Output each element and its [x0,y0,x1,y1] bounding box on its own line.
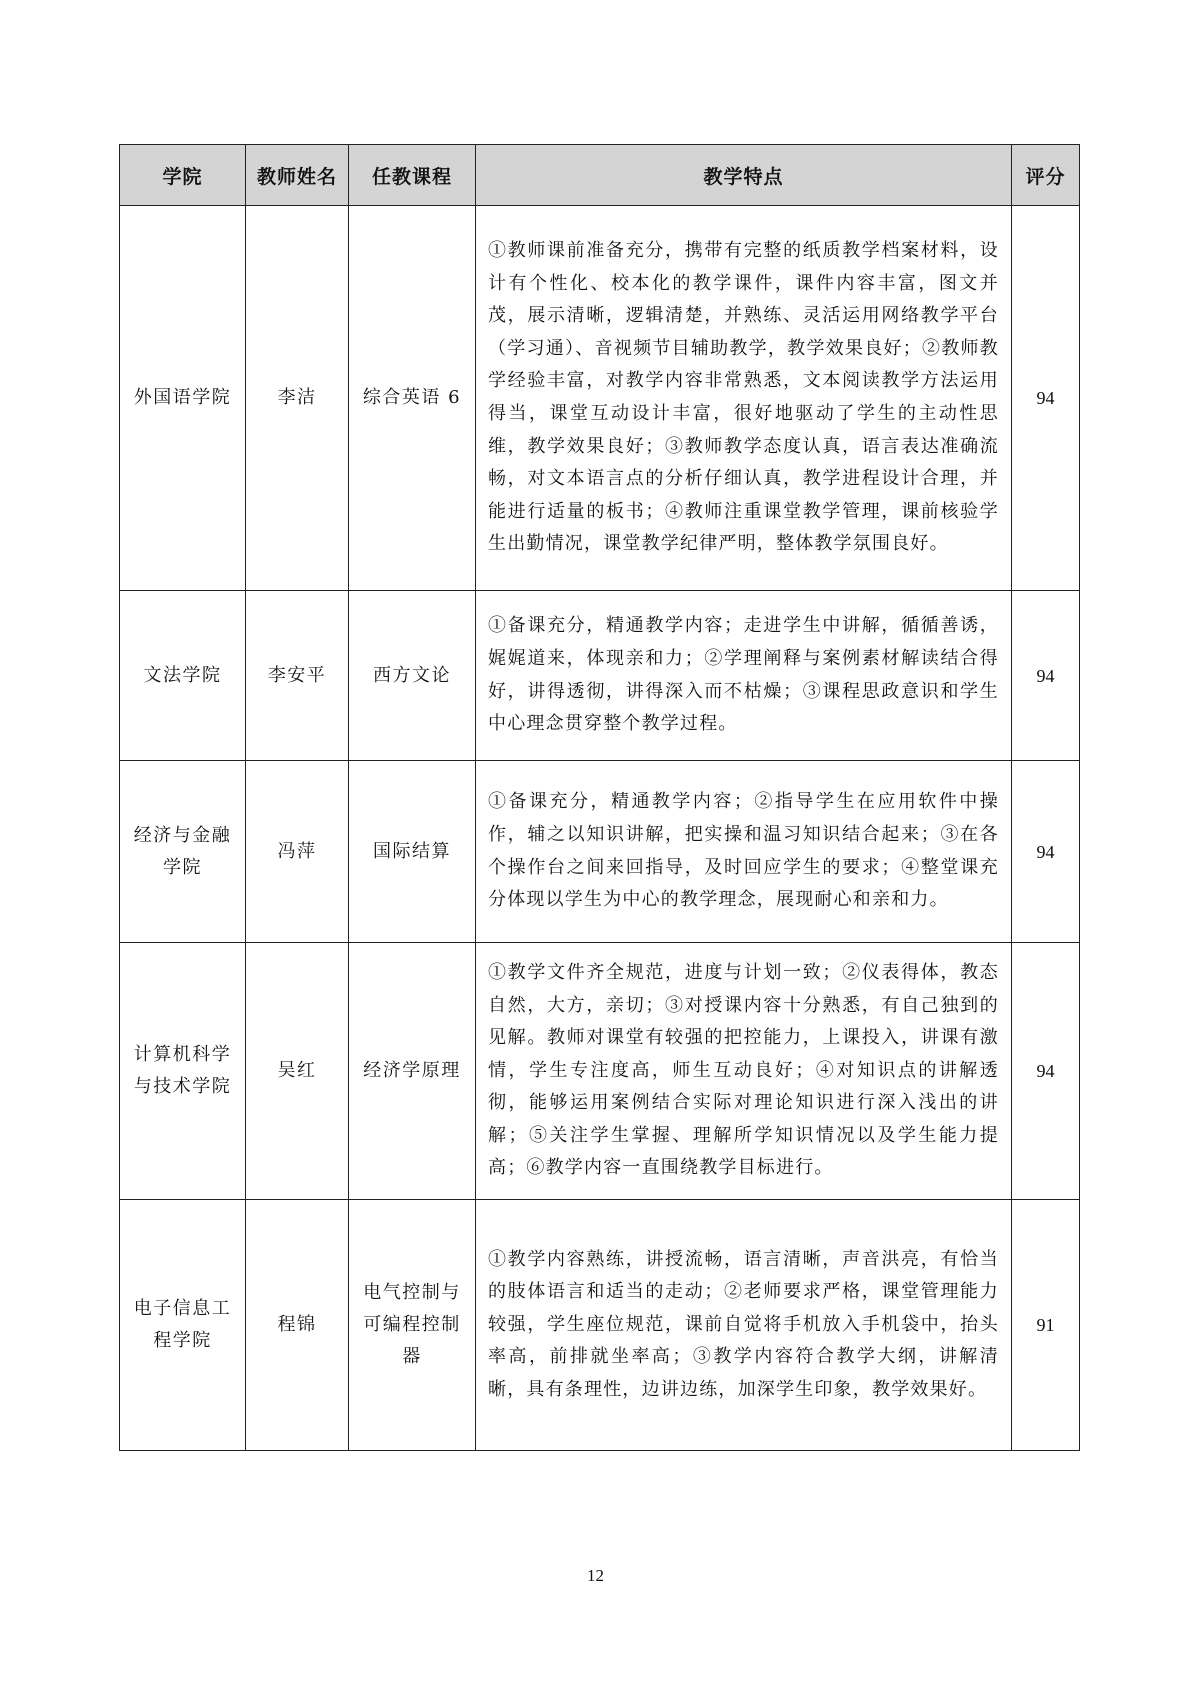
feature-cell: ①教学文件齐全规范，进度与计划一致；②仪表得体，教态自然，大方，亲切；③对授课内容十分熟悉，有自己独到的见解。教师对课堂有较强的把控能力，上课投入，讲课有激情，学生专注度高，师生互动良好；④对知识点的讲解透彻，能够运用案例结合实际对理论知识进行深入浅出的讲解；⑤关注学生掌握、理解所学知识情况以及学生能力提高；⑥教学内容一直围绕教学目标进行。 [476,943,1012,1200]
table-row [120,206,1080,591]
evaluation-table-wrapper [119,144,1079,1451]
feature-cell: ①教师课前准备充分，携带有完整的纸质教学档案材料，设计有个性化、校本化的教学课件，课件内容丰富，图文并茂，展示清晰，逻辑清楚，并熟练、灵活运用网络教学平台（学习通）、音视频节目辅助教学，教学效果良好；②教师教学经验丰富，对教学内容非常熟悉，文本阅读教学方法运用得当，课堂互动设计丰富，很好地驱动了学生的主动性思维，教学效果良好；③教师教学态度认真，语言表达准确流畅，对文本语言点的分析仔细认真，教学进程设计合理，并能进行适量的板书；④教师注重课堂教学管理，课前核验学生出勤情况，课堂教学纪律严明，整体教学氛围良好。 [476,206,1012,591]
teacher-cell: 李安平 [246,591,349,761]
header-course: 任教课程 [349,145,476,206]
feature-cell: ①教学内容熟练，讲授流畅，语言清晰，声音洪亮，有恰当的肢体语言和适当的走动；②老师要求严格，课堂管理能力较强，学生座位规范，课前自觉将手机放入手机袋中，抬头率高，前排就坐率高；③教学内容符合教学大纲，讲解清晰，具有条理性，边讲边练，加深学生印象，教学效果好。 [476,1200,1012,1451]
college-cell: 电子信息工程学院 [120,1200,246,1451]
score-cell: 91 [1012,1200,1080,1451]
course-cell: 国际结算 [349,761,476,943]
college-cell: 计算机科学与技术学院 [120,943,246,1200]
score-cell: 94 [1012,761,1080,943]
feature-cell: ①备课充分，精通教学内容；走进学生中讲解，循循善诱，娓娓道来，体现亲和力；②学理阐释与案例素材解读结合得好，讲得透彻，讲得深入而不枯燥；③课程思政意识和学生中心理念贯穿整个教学过程。 [476,591,1012,761]
college-cell: 外国语学院 [120,206,246,591]
score-cell: 94 [1012,206,1080,591]
college-cell: 文法学院 [120,591,246,761]
table-row [120,761,1080,943]
page-number: 12 [587,1566,604,1585]
header-feature: 教学特点 [476,145,1012,206]
score-cell: 94 [1012,943,1080,1200]
table-header-row [120,145,1080,206]
course-cell: 电气控制与可编程控制器 [349,1200,476,1451]
teacher-cell: 吴红 [246,943,349,1200]
header-college: 学院 [120,145,246,206]
table-row [120,943,1080,1200]
course-cell: 经济学原理 [349,943,476,1200]
course-cell: 综合英语 6 [349,206,476,591]
teacher-cell: 程锦 [246,1200,349,1451]
header-teacher: 教师姓名 [246,145,349,206]
table-row [120,1200,1080,1451]
teacher-cell: 冯萍 [246,761,349,943]
feature-cell: ①备课充分，精通教学内容；②指导学生在应用软件中操作，辅之以知识讲解，把实操和温习知识结合起来；③在各个操作台之间来回指导，及时回应学生的要求；④整堂课充分体现以学生为中心的教学理念，展现耐心和亲和力。 [476,761,1012,943]
header-score: 评分 [1012,145,1080,206]
table-row [120,591,1080,761]
teacher-cell: 李洁 [246,206,349,591]
course-cell: 西方文论 [349,591,476,761]
evaluation-table [119,144,1080,1451]
score-cell: 94 [1012,591,1080,761]
college-cell: 经济与金融学院 [120,761,246,943]
